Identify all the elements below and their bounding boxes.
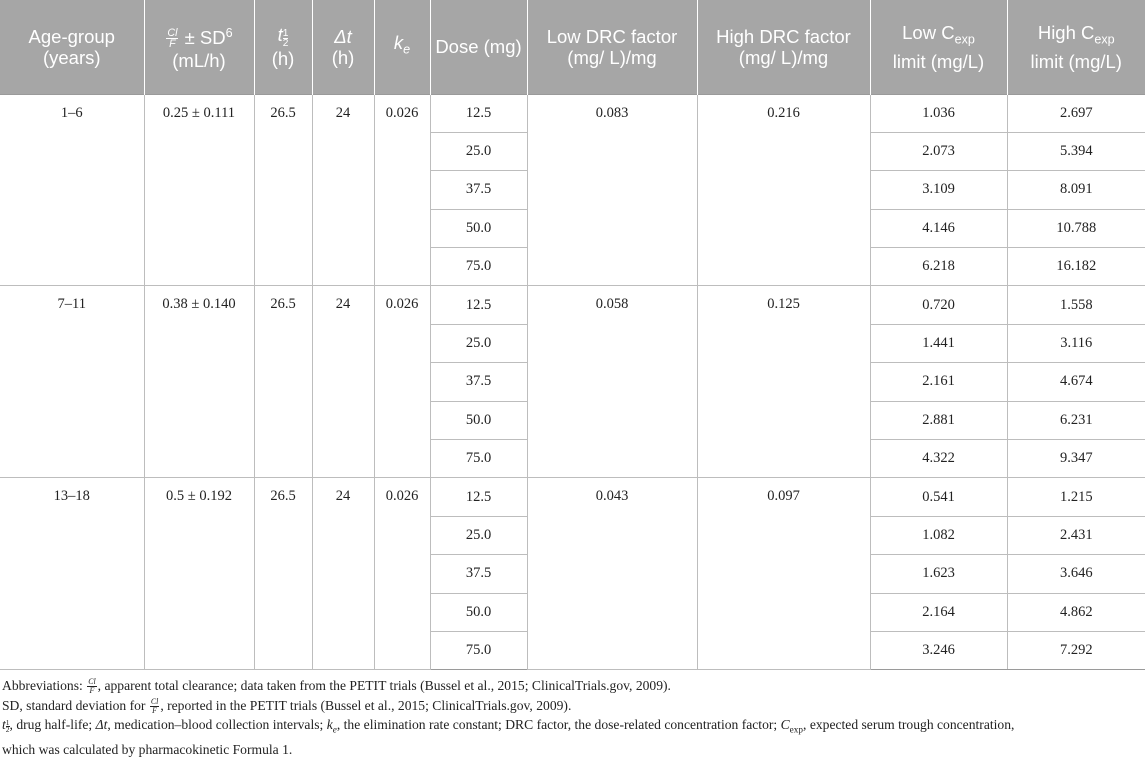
clearance-cell: 0.5 ± 0.192 [144,478,254,670]
header-ke: $k_e$ [374,0,430,94]
footnote-formula: which was calculated by pharmacokinetic Formula 1. [2,742,293,758]
high-cexp-cell: 4.674 [1007,363,1145,401]
high-cexp-cell: 10.788 [1007,209,1145,247]
dose-cell: 25.0 [430,324,527,362]
low-cexp-cell: 3.109 [870,171,1007,209]
low-cexp-cell: 6.218 [870,248,1007,286]
high-drc-cell: 0.097 [697,478,870,670]
high-cexp-cell: 1.558 [1007,286,1145,324]
low-cexp-cell: 3.246 [870,631,1007,669]
age-group-cell: 13–18 [0,478,144,670]
low-cexp-cell: 2.073 [870,132,1007,170]
table-row [0,94,1145,132]
half-life-cell: 26.5 [254,94,312,286]
age-group-cell: 7–11 [0,286,144,478]
dose-cell: 75.0 [430,631,527,669]
high-cexp-cell: 2.431 [1007,516,1145,554]
dose-cell: 75.0 [430,440,527,478]
table-body [0,94,1145,670]
high-cexp-cell: 2.697 [1007,94,1145,132]
low-cexp-cell: 2.161 [870,363,1007,401]
clearance-cell: 0.25 ± 0.111 [144,94,254,286]
high-cexp-cell: 1.215 [1007,478,1145,516]
dose-cell: 37.5 [430,171,527,209]
dose-cell: 50.0 [430,209,527,247]
dose-cell: 25.0 [430,516,527,554]
half-life-cell: 26.5 [254,478,312,670]
high-drc-cell: 0.125 [697,286,870,478]
low-cexp-cell: 1.036 [870,94,1007,132]
high-cexp-cell: 7.292 [1007,631,1145,669]
header-low-drc: Low DRC factor (mg/ L)/mg [527,0,697,94]
dose-cell: 75.0 [430,248,527,286]
footnote-symbols: t $\frac{1}{2}$ , drug half-life; Δt, medication–blood collection intervals; $k_e$, the elimination rate constant; DRC factor, the dose-related concentration factor; $C_{exp}$, expected serum trough concentration, [2,717,1015,735]
low-cexp-cell: 1.441 [870,324,1007,362]
header-delta-t: Δt (h) [312,0,374,94]
dose-cell: 37.5 [430,363,527,401]
footnote-abbreviations: Abbreviations: $\frac{Cl}{F}$ , apparent total clearance; data taken from the PETIT trials (Bussel et al., 2015; ClinicalTrials.gov, 2009). [2,677,671,696]
dose-cell: 50.0 [430,401,527,439]
header-age-group: Age-group (years) [0,0,144,94]
high-drc-cell: 0.216 [697,94,870,286]
low-cexp-cell: 0.720 [870,286,1007,324]
high-cexp-cell: 8.091 [1007,171,1145,209]
high-cexp-cell: 3.116 [1007,324,1145,362]
half-life-cell: 26.5 [254,286,312,478]
low-drc-cell: 0.058 [527,286,697,478]
low-cexp-cell: 2.881 [870,401,1007,439]
ke-cell: 0.026 [374,478,430,670]
delta-t-cell: 24 [312,94,374,286]
table-row [0,478,1145,516]
high-cexp-cell: 3.646 [1007,555,1145,593]
dose-cell: 12.5 [430,286,527,324]
header-dose: Dose (mg) [430,0,527,94]
high-cexp-cell: 9.347 [1007,440,1145,478]
header-high-cexp: High $C_{exp}$ limit (mg/L) [1007,0,1145,94]
dose-cell: 37.5 [430,555,527,593]
table-row [0,286,1145,324]
ke-cell: 0.026 [374,94,430,286]
low-cexp-cell: 2.164 [870,593,1007,631]
low-cexp-cell: 4.322 [870,440,1007,478]
high-cexp-cell: 16.182 [1007,248,1145,286]
high-cexp-cell: 5.394 [1007,132,1145,170]
header-half-life: t $\frac{1}{2}$ (h) [254,0,312,94]
low-cexp-cell: 1.082 [870,516,1007,554]
low-drc-cell: 0.083 [527,94,697,286]
header-low-cexp: Low $C_{exp}$ limit (mg/L) [870,0,1007,94]
delta-t-cell: 24 [312,286,374,478]
low-cexp-cell: 1.623 [870,555,1007,593]
dose-cell: 12.5 [430,94,527,132]
high-cexp-cell: 6.231 [1007,401,1145,439]
table-footnotes [2,676,1142,760]
dose-cell: 50.0 [430,593,527,631]
low-cexp-cell: 4.146 [870,209,1007,247]
dose-cell: 12.5 [430,478,527,516]
header-clearance: $\frac{Cl}{F}$ ± $SD^6$ (mL/h) [144,0,254,94]
low-cexp-cell: 0.541 [870,478,1007,516]
high-cexp-cell: 4.862 [1007,593,1145,631]
ke-cell: 0.026 [374,286,430,478]
delta-t-cell: 24 [312,478,374,670]
dose-cell: 25.0 [430,132,527,170]
table-header [0,0,1145,94]
clearance-fraction: $\frac{Cl}{F}$ [167,26,178,51]
low-drc-cell: 0.043 [527,478,697,670]
clearance-cell: 0.38 ± 0.140 [144,286,254,478]
age-group-cell: 1–6 [0,94,144,286]
header-high-drc: High DRC factor (mg/ L)/mg [697,0,870,94]
footnote-sd: SD, standard deviation for $\frac{Cl}{F}$ , reported in the PETIT trials (Bussel et al., 2015; ClinicalTrials.gov, 2009). [2,696,572,715]
